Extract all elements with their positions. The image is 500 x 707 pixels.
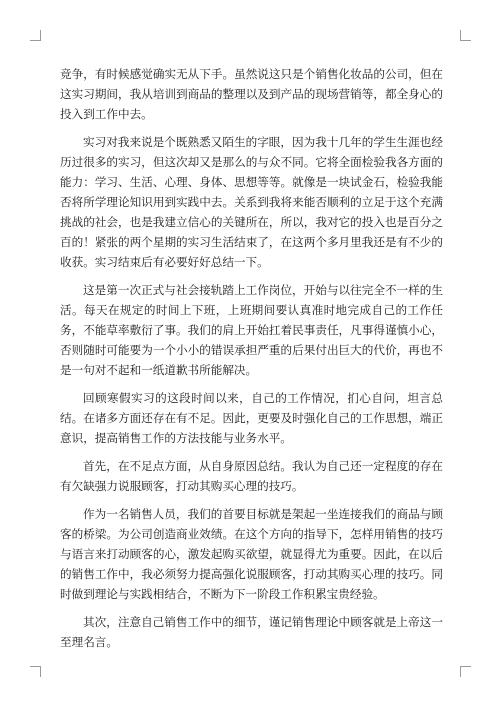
crop-mark-top-right [460, 30, 471, 41]
crop-mark-bottom-right [460, 666, 471, 677]
paragraph-details: 其次，注意自己销售工作中的细节，谨记销售理论中顾客就是上帝这一至理名言。 [60, 615, 443, 649]
paragraph-shortcomings: 首先，在不足点方面，从自身原因总结。我认为自己还一定程度的存在有欠缺强力说服顾客，打动其购买心理的技巧。 [60, 459, 443, 493]
crop-mark-bottom-left [30, 666, 41, 677]
paragraph-continuation: 竞争，有时候感觉确实无从下手。虽然说这只是个销售化妆品的公司，但在这实习期间，我从培训到商品的整理以及到产品的现场营销等，都全身心的投入到工作中去。 [60, 67, 443, 121]
paragraph-first-job: 这是第一次正式与社会接轨踏上工作岗位，开始与以往完全不一样的生活。每天在规定的时间上下班，上班期间要认真准时地完成自己的工作任务，不能草率敷衍了事。我们的肩上开始扛着民事责任，凡事得谨慎小心，否则随时可能要为一个小小的错误承担严重的后果付出巨大的代价，再也不是一句对不起和一纸道歉书所能解决。 [60, 283, 443, 377]
paragraph-review: 回顾寒假实习的这段时间以来，自己的工作情况，扪心自问，坦言总结。在诸多方面还存在有不足。因此，更要及时强化自己的工作思想，端正意识，提高销售工作的方法技能与业务水平。 [60, 391, 443, 445]
crop-mark-top-left [30, 30, 41, 41]
document-body [60, 64, 443, 652]
paragraph-sales-goal: 作为一名销售人员，我们的首要目标就是架起一坐连接我们的商品与顾客的桥梁。为公司创造商业效绩。在这个方向的指导下，怎样用销售的技巧与语言来打动顾客的心，激发起购买欲望，就显得尤为重要。因此，在以后的销售工作中，我必须努力提高强化说服顾客，打动其购买心理的技巧。同时做到理论与实践相结合，不断为下一阶段工作积累宝贵经验。 [60, 507, 443, 601]
paragraph-internship-meaning: 实习对我来说是个既熟悉又陌生的字眼，因为我十几年的学生生涯也经历过很多的实习，但这次却又是那么的与众不同。它将全面检验我各方面的能力：学习、生活、心理、身体、思想等等。就像是一块试金石，检验我能否将所学理论知识用到实践中去。关系到我将来能否顺利的立足于这个充满挑战的社会，也是我建立信心的关键所在，所以，我对它的投入也是百分之百的！紧张的两个星期的实习生活结束了，在这两个多月里我还是有不少的收获。实习结束后有必要好好总结一下。 [60, 135, 443, 269]
